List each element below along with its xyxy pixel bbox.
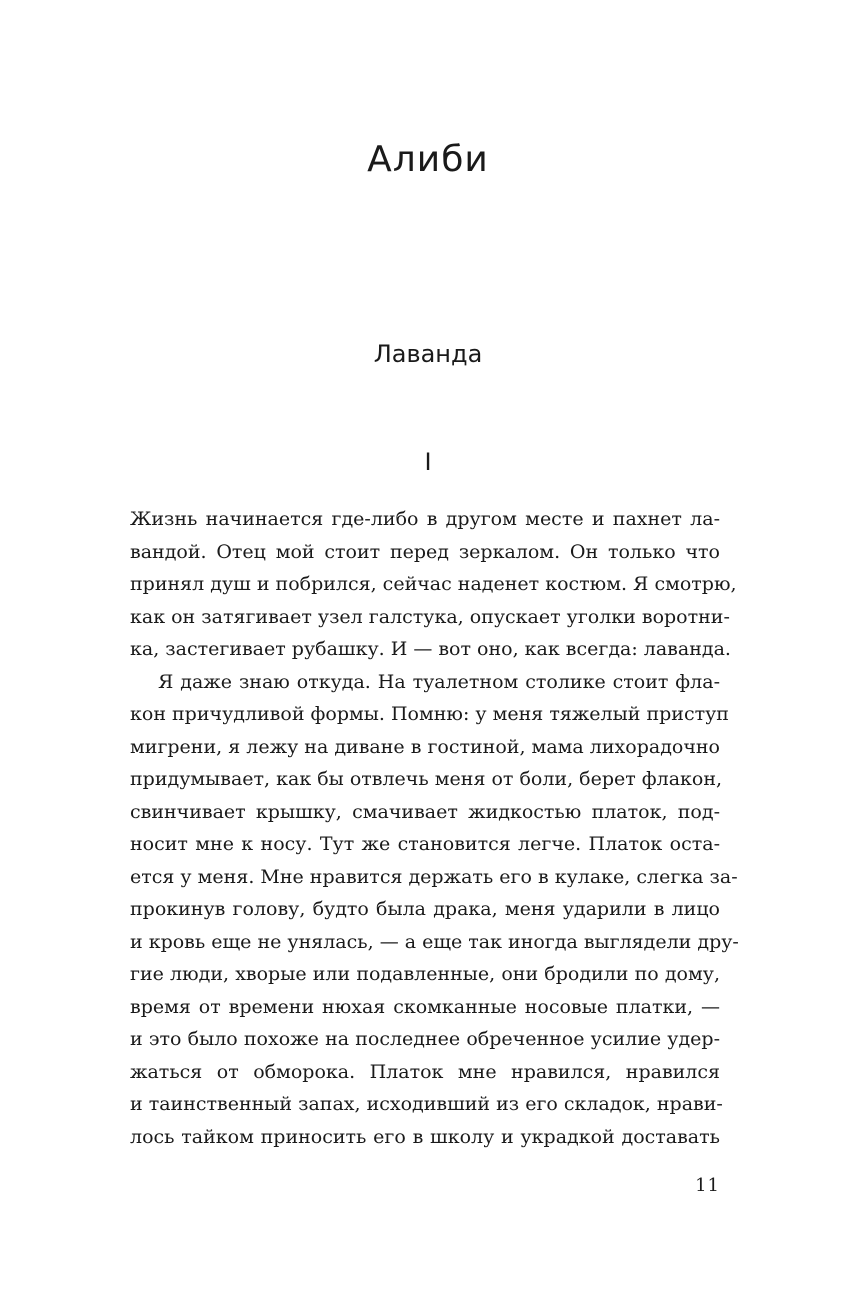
text-line: жаться от обморока. Платок мне нравился, нравился: [130, 1060, 720, 1083]
page-number: 11: [695, 1175, 720, 1196]
text-line: мигрени, я лежу на диване в гостиной, мама лихорадочно: [130, 735, 720, 758]
text-line: как он затягивает узел галстука, опускает уголки воротни-: [130, 605, 730, 628]
book-title: Алиби: [367, 139, 489, 180]
text-line: вандой. Отец мой стоит перед зеркалом. Он только что: [130, 540, 720, 563]
text-line: прокинув голову, будто была драка, меня ударили в лицо: [130, 898, 720, 920]
text-line: время от времени нюхая скомканные носовые платки, —: [130, 995, 720, 1018]
text-line: и таинственный запах, исходивший из его складок, нрави-: [130, 1093, 723, 1115]
text-line: гие люди, хворые или подавленные, они бродили по дому,: [130, 963, 720, 985]
text-line: свинчивает крышку, смачивает жидкостью платок, под-: [130, 800, 720, 823]
text-line: придумывает, как бы отвлечь меня от боли, берет флакон,: [130, 768, 723, 790]
paragraph-1: [130, 503, 737, 666]
chapter-title: Лаванда: [373, 340, 483, 368]
text-line: ется у меня. Мне нравится держать его в кулаке, слегка за-: [130, 865, 738, 888]
paragraph-2: [130, 666, 739, 1154]
text-line: и кровь еще не унялась, — а еще так иногда выглядели дру-: [130, 930, 739, 953]
text-line: ка, застегивает рубашку. И — вот оно, как всегда: лаванда.: [130, 638, 731, 660]
text-line: и это было похоже на последнее обреченное усилие удер-: [130, 1028, 720, 1050]
text-line: лось тайком приносить его в школу и украдкой доставать: [130, 1125, 720, 1148]
text-line: носит мне к носу. Тут же становится легче. Платок оста-: [130, 833, 720, 855]
text-line: Жизнь начинается где-либо в другом месте и пахнет ла-: [130, 508, 720, 530]
text-line: принял душ и побрился, сейчас наденет костюм. Я смотрю,: [130, 573, 737, 595]
text-line: Я даже знаю откуда. На туалетном столике стоит фла-: [158, 670, 720, 693]
section-number: I: [424, 448, 432, 476]
body-text: [130, 503, 739, 1153]
text-line: кон причудливой формы. Помню: у меня тяжелый приступ: [130, 703, 729, 725]
